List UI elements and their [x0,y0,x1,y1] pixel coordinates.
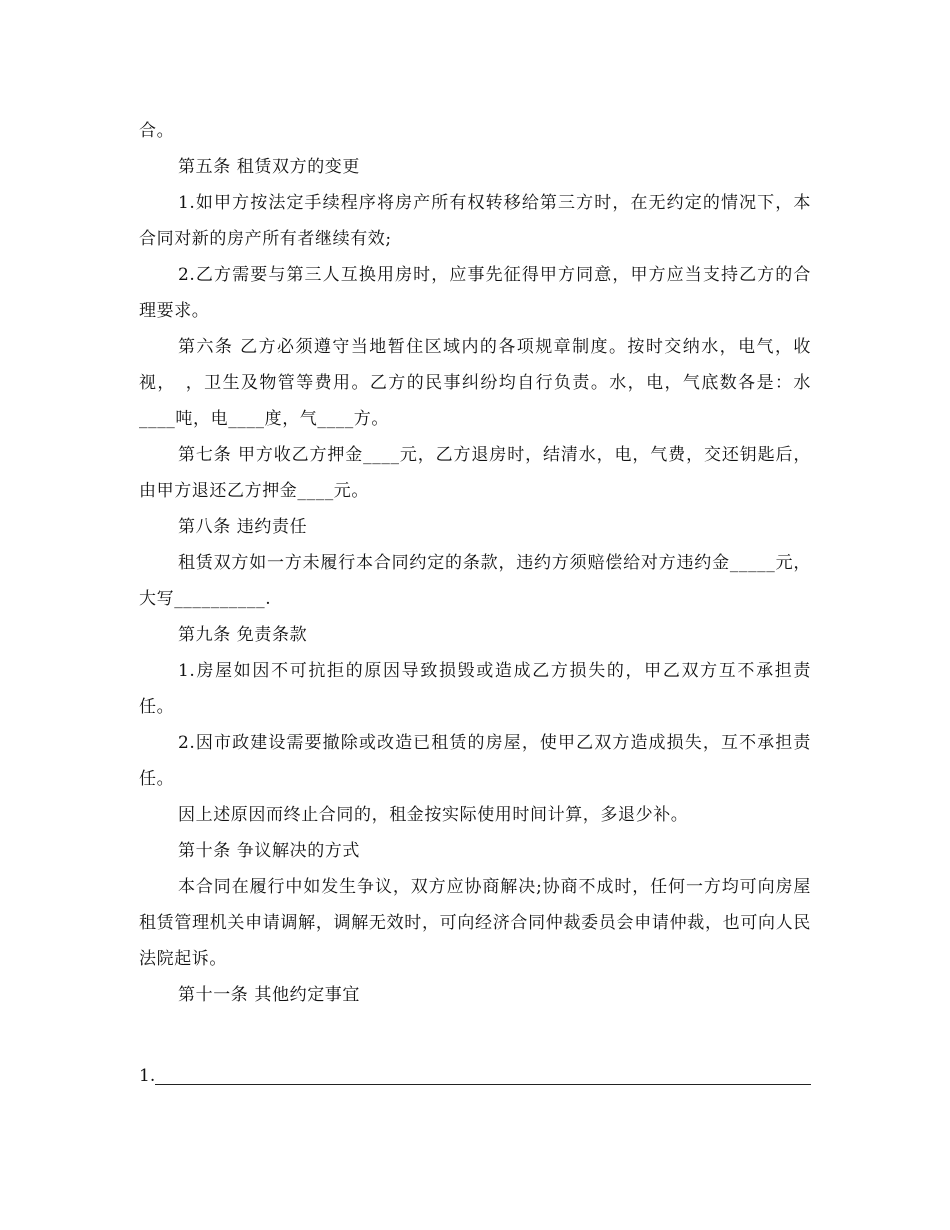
article-9-paragraph: 因上述原因而终止合同的，租金按实际使用时间计算，多退少补。 [178,805,689,825]
article-8-paragraph: 租赁双方如一方未履行本合同约定的条款，违约方须赔偿给对方违约金_____元，大写__________. [139,553,811,609]
article-9-clause-2: 2.因市政建设需要撤除或改造已租赁的房屋，使甲乙双方造成损失，互不承担责任。 [139,733,811,789]
article-5-heading: 第五条 租赁双方的变更 [178,157,361,177]
article-6-paragraph: 第六条 乙方必须遵守当地暂住区域内的各项规章制度。按时交纳水，电气，收视， ，卫生及物管等费用。乙方的民事纠纷均自行负责。水，电，气底数各是：水____吨，电____度，气____方。 [139,337,811,429]
article-5-clause-1: 1.如甲方按法定手续程序将房产所有权转移给第三方时，在无约定的情况下，本合同对新的房产所有者继续有效; [139,193,811,249]
continuation-line: 合。 [139,121,175,141]
article-10-paragraph: 本合同在履行中如发生争议，双方应协商解决;协商不成时，任何一方均可向房屋租赁管理机关申请调解，调解无效时，可向经济合同仲裁委员会申请仲裁，也可向人民法院起诉。 [139,877,811,969]
article-10-heading: 第十条 争议解决的方式 [178,841,361,861]
fill-in-line-number: 1. [139,1066,156,1086]
article-9-heading: 第九条 免责条款 [178,625,308,645]
article-8-heading: 第八条 违约责任 [178,517,308,537]
article-7-paragraph: 第七条 甲方收乙方押金____元，乙方退房时，结清水，电，气费，交还钥匙后，由甲方退还乙方押金____元。 [139,445,811,501]
fill-in-underline [155,1058,811,1085]
document-body [139,113,811,1013]
fill-in-line-1 [139,1058,811,1094]
article-5-clause-2: 2.乙方需要与第三人互换用房时，应事先征得甲方同意，甲方应当支持乙方的合理要求。 [139,265,811,321]
article-11-heading: 第十一条 其他约定事宜 [178,985,361,1005]
article-9-clause-1: 1.房屋如因不可抗拒的原因导致损毁或造成乙方损失的，甲乙双方互不承担责任。 [139,661,811,717]
